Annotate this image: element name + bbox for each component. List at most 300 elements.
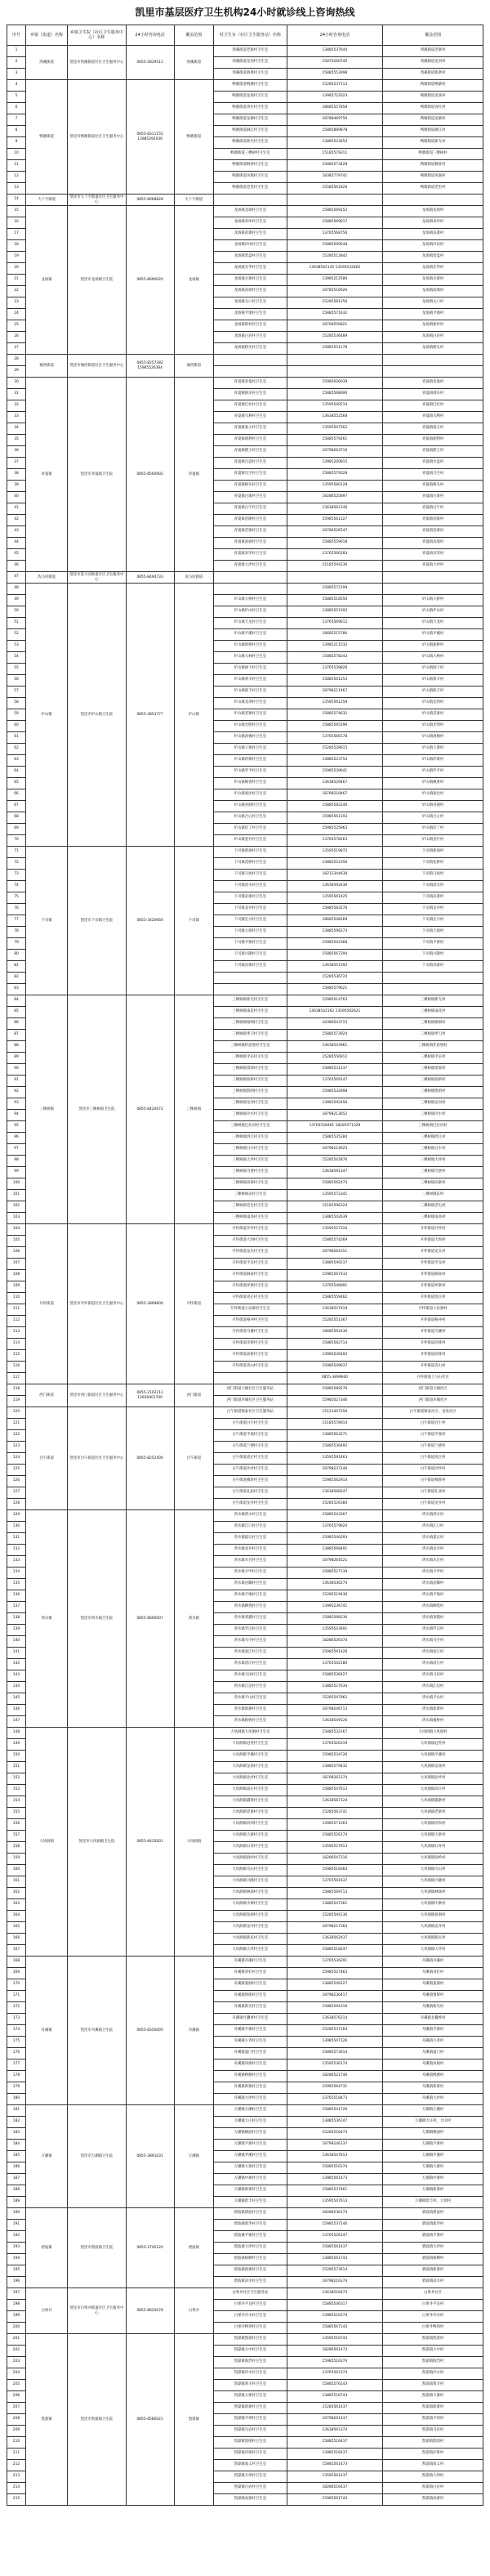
center-name: 凯里市湾溪街道社区卫生服务中心	[68, 46, 127, 80]
clinic-scope: 龙场镇平地村	[383, 309, 483, 320]
clinic-phone: 15885541726	[287, 2105, 383, 2117]
clinic-phone: 15885582246	[287, 801, 383, 812]
center-name: 凯里市青曼镇卫生院	[68, 378, 127, 572]
table-row	[7, 2208, 483, 2220]
row-index: 211	[7, 2449, 26, 2460]
clinic-name: 凯棠镇乌岩村卫生室	[214, 2426, 287, 2437]
clinic-scope: 开怀街道虎庄村	[383, 1293, 483, 1304]
header-index: 序号	[7, 25, 26, 46]
town-name: 炉山镇	[26, 584, 68, 847]
row-index: 113	[7, 1327, 26, 1339]
row-index: 76	[7, 904, 26, 915]
center-scope: 城西街道	[174, 355, 214, 378]
clinic-scope: 炉山镇翁比村	[383, 789, 483, 801]
clinic-phone: 13638568247	[287, 1487, 383, 1499]
row-index: 177	[7, 2059, 26, 2071]
clinic-name: 龙场镇白岩村卫生室	[214, 332, 287, 343]
clinic-scope	[383, 366, 483, 378]
clinic-name: 三棵树镇大坪村卫生室	[214, 1156, 287, 1167]
table-header-row	[7, 25, 483, 46]
center-scope: 三棵树镇	[174, 995, 214, 1224]
clinic-phone: 15121447256	[287, 1407, 383, 1419]
row-index: 154	[7, 1796, 26, 1808]
clinic-name: 舟溪镇情郎村卫生室	[214, 1991, 287, 2002]
clinic-phone: 13885523654	[287, 137, 383, 149]
clinic-phone: 15985561743	[287, 2494, 383, 2506]
clinic-name: 炉山镇大林村卫生室	[214, 652, 287, 664]
row-index: 85	[7, 1007, 26, 1018]
clinic-phone: 15885574269	[287, 1236, 383, 1247]
row-index: 70	[7, 835, 26, 847]
clinic-name: 舟溪镇鸭塘村卫生室	[214, 2071, 287, 2082]
table-row	[7, 206, 483, 217]
clinic-name: 大风洞镇北坪村卫生室	[214, 1773, 287, 1785]
clinic-name: 开怀街道开怀村卫生室	[214, 1224, 287, 1236]
center-scope: 开怀街道	[174, 1224, 214, 1384]
clinic-name: 三棵树镇乐村卫生室	[214, 1190, 287, 1201]
clinic-scope: 凯棠镇乌岩村	[383, 2426, 483, 2437]
clinic-scope: 白午街道棉席村	[383, 1476, 483, 1487]
center-scope: 下司镇	[174, 847, 214, 995]
clinic-phone: 15885551178	[287, 343, 383, 355]
row-index: 26	[7, 332, 26, 343]
clinic-scope: 下司镇平寨村	[383, 938, 483, 950]
row-index: 190	[7, 2208, 26, 2220]
header-clinic-scope: 覆盖范围	[383, 25, 483, 46]
header-clinic: 村卫生室（社区卫生服务站）名称	[214, 25, 287, 46]
clinic-name: 碧波镇凉水村卫生室	[214, 2277, 287, 2288]
clinic-phone: 13885592456	[287, 1098, 383, 1110]
clinic-scope: 下司镇清水村	[383, 881, 483, 892]
clinic-phone: 18286521746	[287, 2071, 383, 2082]
header-center-phone: 24小时咨询电话	[126, 25, 174, 46]
row-index: 43	[7, 526, 26, 538]
row-index: 24	[7, 309, 26, 320]
row-index: 35	[7, 435, 26, 446]
clinic-name: 下司镇龙井村卫生室	[214, 904, 287, 915]
clinic-name: 下司镇岩寨村卫生室	[214, 892, 287, 904]
clinic-scope: 三棵树镇大坪村	[383, 1156, 483, 1167]
clinic-phone: 15885543267	[287, 1510, 383, 1522]
clinic-name: 炉山镇洛棉村卫生室	[214, 732, 287, 744]
clinic-phone: 15885518247	[287, 1945, 383, 1957]
clinic-scope: 炉山镇炉山村	[383, 606, 483, 618]
clinic-name: 舟溪镇新寨村卫生室	[214, 2082, 287, 2094]
clinic-name: 下司镇马场村卫生室	[214, 870, 287, 881]
center-name: 凯里市三棵树镇卫生院	[68, 995, 127, 1224]
row-index: 97	[7, 1144, 26, 1156]
clinic-phone: 15885516437	[287, 2437, 383, 2449]
clinic-scope: 炉山镇平溪村	[383, 629, 483, 641]
clinic-phone: 15885576143	[287, 2380, 383, 2391]
clinic-phone: 18685557858	[287, 103, 383, 114]
clinic-name: 龙场镇沙田村卫生室	[214, 240, 287, 252]
row-index: 145	[7, 1693, 26, 1705]
clinic-phone: 15885537461	[287, 2185, 383, 2197]
row-index: 52	[7, 629, 26, 641]
row-index: 199	[7, 2311, 26, 2323]
clinic-name: 三棵树镇翁拱村卫生室	[214, 1076, 287, 1087]
clinic-phone: 13638587124	[287, 1796, 383, 1808]
clinic-scope: 下司镇谷寨村	[383, 961, 483, 973]
row-index: 84	[7, 995, 26, 1007]
clinic-phone: 15985546293	[287, 1533, 383, 1545]
clinic-scope: 凯棠镇白岩村	[383, 2483, 483, 2494]
clinic-name: 青曼镇摆王村卫生室	[214, 446, 287, 458]
clinic-phone: 13885523754	[287, 755, 383, 767]
center-phone: 0855-8435001	[126, 1728, 174, 1957]
table-row	[7, 847, 483, 858]
row-index: 188	[7, 2185, 26, 2197]
clinic-name: 开怀街道乌溪村卫生室	[214, 1327, 287, 1339]
clinic-phone: 13885536147	[287, 2117, 383, 2128]
clinic-scope: 舟溪镇情郎村	[383, 1991, 483, 2002]
row-index: 151	[7, 1762, 26, 1773]
row-index: 74	[7, 881, 26, 892]
row-index: 56	[7, 675, 26, 686]
clinic-name: 舟溪镇新光村卫生室	[214, 2002, 287, 2014]
center-phone: 0855-2102212 13639401700	[126, 1384, 174, 1407]
clinic-name: 白午街道沙坪村卫生室	[214, 1465, 287, 1476]
row-index: 131	[7, 1533, 26, 1545]
clinic-name: 开怀街道平良村卫生室	[214, 1259, 287, 1270]
clinic-scope: 万潮镇大庄村、大山村	[383, 2117, 483, 2128]
clinic-phone: 13985516374	[287, 2311, 383, 2323]
table-row	[7, 584, 483, 595]
clinic-scope: 湾溪街道新寨村	[383, 69, 483, 80]
clinic-name	[214, 195, 287, 206]
clinic-name: 碧波镇平寨村卫生室	[214, 2231, 287, 2243]
clinic-scope	[383, 973, 483, 984]
clinic-name: 大风洞镇中寨村卫生室	[214, 1899, 287, 1911]
clinic-name: 炉山镇洞下村卫生室	[214, 664, 287, 675]
clinic-phone: 18798211467	[287, 686, 383, 698]
center-phone: 0855-2740120	[126, 2208, 174, 2288]
clinic-phone: 15285519436	[287, 1590, 383, 1602]
row-index: 202	[7, 2346, 26, 2357]
clinic-phone: 15185596324	[287, 1201, 383, 1213]
row-index: 194	[7, 2254, 26, 2265]
row-index: 172	[7, 2002, 26, 2014]
center-scope: 湾水镇	[174, 1510, 214, 1728]
clinic-phone: 15885565296	[287, 721, 383, 732]
clinic-phone: 15885574632	[287, 709, 383, 721]
row-index: 37	[7, 458, 26, 469]
clinic-phone: 18685515786	[287, 629, 383, 641]
clinic-scope	[383, 984, 483, 995]
clinic-name: 龙场镇高坡村卫生室	[214, 286, 287, 297]
clinic-phone: 15285537113	[287, 80, 383, 92]
clinic-name: 炉山镇枫香村卫生室	[214, 778, 287, 789]
clinic-scope: 青曼镇台盘村	[383, 458, 483, 469]
clinic-scope: 龙场镇桥头村	[383, 343, 483, 355]
clinic-name: 大风洞镇龙场村卫生室	[214, 1762, 287, 1773]
clinic-name: 大风洞镇鱼洞村卫生室	[214, 1911, 287, 1922]
row-index: 119	[7, 1396, 26, 1407]
clinic-phone: 15885569548	[287, 240, 383, 252]
row-index: 126	[7, 1476, 26, 1487]
row-index: 137	[7, 1602, 26, 1613]
center-scope: 龙场镇	[174, 206, 214, 355]
clinic-name: 青曼镇乌利村卫生室	[214, 412, 287, 423]
clinic-phone: 18798236417	[287, 1991, 383, 2002]
row-index: 98	[7, 1156, 26, 1167]
row-index: 166	[7, 1934, 26, 1945]
center-scope: 白果井	[174, 2288, 214, 2334]
clinic-scope: 鸭塘街道鸭塘村	[383, 80, 483, 92]
clinic-scope: 青曼镇白午村	[383, 503, 483, 515]
row-index: 31	[7, 389, 26, 400]
row-index: 9	[7, 137, 26, 149]
row-index: 57	[7, 686, 26, 698]
clinic-phone: 13765591637	[287, 1876, 383, 1888]
row-index: 33	[7, 412, 26, 423]
clinic-name: 龙场镇水寨村卫生室	[214, 275, 287, 286]
clinic-name: 炉山镇平溪村卫生室	[214, 629, 287, 641]
clinic-scope: 三棵树镇凯哨村	[383, 1087, 483, 1098]
clinic-scope: 大风洞镇北坪村	[383, 1773, 483, 1785]
center-scope: 西门街道	[174, 1384, 214, 1407]
center-scope: 青曼镇	[174, 378, 214, 572]
row-index: 164	[7, 1911, 26, 1922]
clinic-scope: 湾水镇湾水村	[383, 1510, 483, 1522]
clinic-scope: 大风洞镇新民村	[383, 1934, 483, 1945]
clinic-scope: 三棵树镇翁拱村	[383, 1076, 483, 1087]
clinic-name: 龙场镇青坪村卫生室	[214, 217, 287, 229]
clinic-phone: 18798261374	[287, 1773, 383, 1785]
row-index: 212	[7, 2460, 26, 2471]
center-scope: 炉山镇	[174, 584, 214, 847]
clinic-name: 碧波镇碧波村卫生室	[214, 2208, 287, 2220]
center-phone: 0855-8690007	[126, 1510, 174, 1728]
clinic-phone: 0855-3899600	[287, 1373, 383, 1384]
clinic-scope: 鸭塘街道麻江村	[383, 126, 483, 137]
clinic-name	[214, 973, 287, 984]
clinic-phone: 13595527316	[287, 1224, 383, 1236]
clinic-name: 下司镇宏兴村卫生室	[214, 915, 287, 927]
clinic-name: 开怀街道虎庄村卫生室	[214, 1293, 287, 1304]
clinic-name: 开怀街道高排村卫生室	[214, 1350, 287, 1362]
town-name: 湾溪街道	[26, 46, 68, 80]
row-index: 42	[7, 515, 26, 526]
clinic-phone: 15285526384	[287, 1499, 383, 1510]
clinic-scope: 开怀街道大坝村	[383, 1236, 483, 1247]
clinic-scope: 龙场镇白岩村	[383, 332, 483, 343]
center-phone: 0855-8068828	[126, 195, 174, 206]
row-index: 2	[7, 57, 26, 69]
clinic-scope: 凯棠镇大中村	[383, 2346, 483, 2357]
row-index: 160	[7, 1865, 26, 1876]
row-index: 122	[7, 1430, 26, 1442]
clinic-scope: 湾水镇木召村	[383, 1556, 483, 1568]
clinic-scope: 白果井平良村	[383, 2300, 483, 2311]
clinic-name: 湾水镇翁江村卫生室	[214, 1648, 287, 1659]
clinic-scope: 炉山镇光明村	[383, 721, 483, 732]
clinic-scope: 舟溪镇小青村	[383, 2037, 483, 2048]
row-index: 148	[7, 1728, 26, 1739]
clinic-name: 三棵树镇南高村卫生室	[214, 1213, 287, 1224]
clinic-name: 青曼镇大坪村卫生室	[214, 561, 287, 572]
clinic-phone: 15885518556	[287, 595, 383, 606]
clinic-phone: 13985571263	[287, 1819, 383, 1831]
clinic-scope: 开怀街道小岩寨村	[383, 1304, 483, 1316]
clinic-name: 大风洞镇高庄村卫生室	[214, 1785, 287, 1796]
clinic-name: 万潮镇平寨村卫生室	[214, 2140, 287, 2151]
clinic-scope: 下司镇大坡村	[383, 927, 483, 938]
center-name: 凯里市大风洞镇卫生院	[68, 1728, 127, 1957]
row-index: 144	[7, 1682, 26, 1693]
clinic-scope: 凯棠镇翁义村	[383, 2460, 483, 2471]
table-row	[7, 1407, 483, 1419]
row-index: 61	[7, 732, 26, 744]
clinic-scope: 湾水镇羊甲村	[383, 1568, 483, 1579]
clinic-name: 湾溪街道新寨村卫生室	[214, 69, 287, 80]
clinic-phone: 13765569147	[287, 1076, 383, 1087]
clinic-scope: 凯棠镇洋排村	[383, 2449, 483, 2460]
clinic-scope: 大风洞镇龙井村	[383, 1922, 483, 1934]
clinic-phone: 15285594136	[287, 1911, 383, 1922]
clinic-name: 大风洞镇大风洞村卫生室	[214, 1728, 287, 1739]
clinic-scope: 开怀街道麻雀村	[383, 1270, 483, 1281]
center-scope: 舟溪镇	[174, 1957, 214, 2105]
row-index: 195	[7, 2265, 26, 2277]
row-index: 114	[7, 1339, 26, 1350]
clinic-scope: 舟溪镇舟溪村	[383, 1957, 483, 1968]
clinic-name: 炉山镇天龙村卫生室	[214, 618, 287, 629]
row-index: 90	[7, 1064, 26, 1076]
clinic-scope: 三棵树镇格细村	[383, 1018, 483, 1030]
clinic-scope: 龙场镇新村村	[383, 320, 483, 332]
clinic-name: 大风洞镇石青村卫生室	[214, 1842, 287, 1854]
clinic-scope: 三棵树镇南花村	[383, 1007, 483, 1018]
clinic-phone: 13595519872	[287, 847, 383, 858]
center-name: 凯里市舟溪镇卫生院	[68, 1957, 127, 2105]
clinic-phone: 15885573924	[287, 1030, 383, 1041]
row-index: 147	[7, 1716, 26, 1728]
row-index: 30	[7, 378, 26, 389]
row-index: 121	[7, 1419, 26, 1430]
clinic-phone: 13765569612	[287, 618, 383, 629]
clinic-scope	[383, 195, 483, 206]
clinic-phone: 15285512842	[287, 252, 383, 263]
clinic-scope: 凯棠镇大寨村	[383, 2391, 483, 2403]
clinic-name: 下司镇花桥村卫生室	[214, 858, 287, 870]
clinic-name: 龙场镇苗寨村卫生室	[214, 229, 287, 240]
clinic-name: 万潮镇桐油村卫生室	[214, 2128, 287, 2140]
clinic-name: 大风洞镇兴隆村卫生室	[214, 1876, 287, 1888]
clinic-scope: 三棵树镇西江村	[383, 1133, 483, 1144]
row-index: 153	[7, 1785, 26, 1796]
clinic-scope: 湾溪街道老寨村	[383, 46, 483, 57]
clinic-phone: 15885535284	[287, 1133, 383, 1144]
clinic-phone: 15285536489	[287, 332, 383, 343]
row-index: 66	[7, 789, 26, 801]
row-index: 132	[7, 1545, 26, 1556]
row-index: 17	[7, 229, 26, 240]
row-index: 120	[7, 1407, 26, 1419]
row-index: 155	[7, 1808, 26, 1819]
clinic-name: 青曼镇白午村卫生室	[214, 503, 287, 515]
clinic-scope: 三棵树镇新光村	[383, 995, 483, 1007]
row-index: 55	[7, 664, 26, 675]
center-phone: 0855-8580021	[126, 2334, 174, 2506]
clinic-scope: 舟溪镇鸭塘村	[383, 2071, 483, 2082]
clinic-phone: 13638576214	[287, 2014, 383, 2025]
clinic-name: 湾水镇黄猫村卫生室	[214, 1613, 287, 1625]
clinic-name: 青曼镇来荣村卫生室	[214, 549, 287, 561]
clinic-scope: 凯棠镇凯棠村	[383, 2334, 483, 2346]
clinic-phone: 15285581256	[287, 297, 383, 309]
row-index: 79	[7, 938, 26, 950]
town-name: 大十字街道	[26, 195, 68, 206]
clinic-name: 凯棠镇新寨村卫生室	[214, 2403, 287, 2414]
clinic-phone: 15185578914	[287, 1419, 383, 1430]
clinic-phone: 13885568491	[287, 1545, 383, 1556]
clinic-phone: 13595561425	[287, 892, 383, 904]
town-name: 洗马河街道	[26, 572, 68, 584]
town-name: 城西街道	[26, 355, 68, 378]
clinic-phone: 13638527419	[287, 1304, 383, 1316]
table-row	[7, 1510, 483, 1522]
row-index: 182	[7, 2117, 26, 2128]
clinic-scope: 龙场镇高坡村	[383, 286, 483, 297]
clinic-phone: 18785516926	[287, 286, 383, 297]
clinic-phone: 13985547126	[287, 2037, 383, 2048]
clinic-name: 青曼镇白寨村卫生室	[214, 492, 287, 503]
row-index: 20	[7, 263, 26, 275]
clinic-name: 大风洞镇猫寨村卫生室	[214, 1796, 287, 1808]
center-phone: 0855-3891031	[126, 2105, 174, 2208]
clinic-phone: 13765578263	[287, 835, 383, 847]
row-index: 136	[7, 1590, 26, 1602]
clinic-name: 青曼镇台盘村卫生室	[214, 458, 287, 469]
clinic-phone: 13885537644	[287, 46, 383, 57]
row-index: 87	[7, 1030, 26, 1041]
clinic-phone: 15885568690	[287, 389, 383, 400]
clinic-name: 炉山镇龙坝村卫生室	[214, 698, 287, 709]
row-index: 109	[7, 1281, 26, 1293]
clinic-scope: 大风洞镇翁岭村	[383, 1854, 483, 1865]
row-index: 44	[7, 538, 26, 549]
row-index: 60	[7, 721, 26, 732]
clinic-scope: 三棵树镇赏郎村	[383, 1064, 483, 1076]
clinic-scope	[383, 355, 483, 366]
clinic-scope: 白午街道平坡村	[383, 1430, 483, 1442]
clinic-scope: 炉山镇黄羊村	[383, 675, 483, 686]
clinic-scope: 白午街道龙井村	[383, 1499, 483, 1510]
clinic-scope: 白果井鸭坝村	[383, 2323, 483, 2334]
table-row	[7, 355, 483, 366]
clinic-name: 鸭塘街道枫香村卫生室	[214, 160, 287, 172]
clinic-name: 龙场镇桥头村卫生室	[214, 343, 287, 355]
clinic-scope: 凯棠镇黄羊村	[383, 2380, 483, 2391]
clinic-scope: 青曼镇排乐村	[383, 389, 483, 400]
clinic-scope: 炉山镇挂丁村	[383, 824, 483, 835]
clinic-name: 万潮镇新寨村卫生室	[214, 2185, 287, 2197]
clinic-name: 万潮镇万潮村卫生室	[214, 2105, 287, 2117]
center-phone: 0855-8494733	[126, 572, 174, 584]
row-index: 21	[7, 275, 26, 286]
clinic-phone: 13638552568	[287, 412, 383, 423]
row-index: 39	[7, 481, 26, 492]
clinic-phone: 13765561374	[287, 2368, 383, 2380]
center-name: 凯里市万潮镇卫生院	[68, 2105, 127, 2208]
clinic-phone: 15885526174	[287, 1831, 383, 1842]
center-scope: 鸭塘街道	[174, 80, 214, 195]
clinic-phone: 18798264351	[287, 1247, 383, 1259]
header-center-scope: 覆盖范围	[174, 25, 214, 46]
clinic-scope: 大风洞镇大坪村	[383, 1945, 483, 1957]
